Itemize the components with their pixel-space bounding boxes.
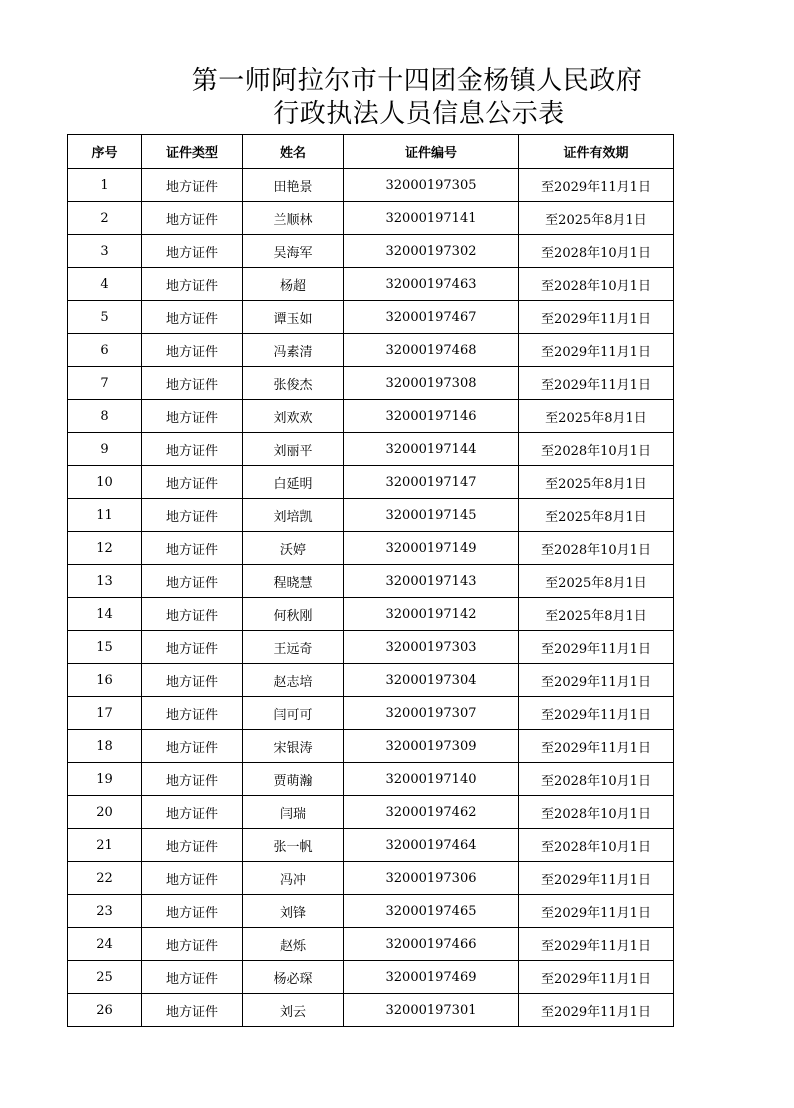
- cell-serial-number: 2: [68, 202, 142, 235]
- table-row: [68, 301, 674, 334]
- document-title-line-2: 行政执法人员信息公示表: [273, 99, 565, 129]
- header-certificate-type: 证件类型: [142, 135, 243, 169]
- cell-serial-number: 11: [68, 499, 142, 532]
- cell-certificate-type: 地方证件: [142, 202, 243, 235]
- cell-certificate-number: 32000197143: [344, 565, 519, 598]
- cell-certificate-type: 地方证件: [142, 994, 243, 1027]
- cell-certificate-number: 32000197467: [344, 301, 519, 334]
- cell-certificate-number: 32000197462: [344, 796, 519, 829]
- cell-certificate-type: 地方证件: [142, 895, 243, 928]
- cell-certificate-number: 32000197468: [344, 334, 519, 367]
- cell-name: 闫瑞: [243, 796, 344, 829]
- cell-validity-period: 至2029年11月1日: [519, 631, 674, 664]
- cell-serial-number: 1: [68, 169, 142, 202]
- cell-serial-number: 19: [68, 763, 142, 796]
- cell-certificate-type: 地方证件: [142, 664, 243, 697]
- cell-validity-period: 至2028年10月1日: [519, 268, 674, 301]
- cell-certificate-type: 地方证件: [142, 565, 243, 598]
- cell-name: 刘欢欢: [243, 400, 344, 433]
- cell-validity-period: 至2029年11月1日: [519, 961, 674, 994]
- table-row: [68, 895, 674, 928]
- table-row: [68, 268, 674, 301]
- cell-certificate-type: 地方证件: [142, 796, 243, 829]
- cell-validity-period: 至2025年8月1日: [519, 202, 674, 235]
- cell-certificate-number: 32000197141: [344, 202, 519, 235]
- table-row: [68, 961, 674, 994]
- cell-certificate-number: 32000197144: [344, 433, 519, 466]
- cell-certificate-number: 32000197147: [344, 466, 519, 499]
- cell-certificate-type: 地方证件: [142, 367, 243, 400]
- table-row: [68, 334, 674, 367]
- cell-serial-number: 26: [68, 994, 142, 1027]
- cell-name: 冯素清: [243, 334, 344, 367]
- cell-certificate-number: 32000197305: [344, 169, 519, 202]
- table-row: [68, 202, 674, 235]
- cell-certificate-type: 地方证件: [142, 961, 243, 994]
- cell-certificate-type: 地方证件: [142, 730, 243, 763]
- cell-validity-period: 至2029年11月1日: [519, 301, 674, 334]
- cell-serial-number: 20: [68, 796, 142, 829]
- cell-validity-period: 至2028年10月1日: [519, 433, 674, 466]
- cell-serial-number: 22: [68, 862, 142, 895]
- cell-name: 田艳景: [243, 169, 344, 202]
- table-row: [68, 664, 674, 697]
- cell-certificate-number: 32000197302: [344, 235, 519, 268]
- cell-validity-period: 至2029年11月1日: [519, 994, 674, 1027]
- table-row: [68, 730, 674, 763]
- cell-name: 谭玉如: [243, 301, 344, 334]
- table-body: [68, 169, 674, 1027]
- cell-serial-number: 24: [68, 928, 142, 961]
- cell-name: 赵志培: [243, 664, 344, 697]
- cell-certificate-number: 32000197301: [344, 994, 519, 1027]
- cell-certificate-number: 32000197465: [344, 895, 519, 928]
- cell-certificate-type: 地方证件: [142, 334, 243, 367]
- table-row: [68, 499, 674, 532]
- cell-serial-number: 7: [68, 367, 142, 400]
- cell-serial-number: 10: [68, 466, 142, 499]
- cell-serial-number: 17: [68, 697, 142, 730]
- cell-validity-period: 至2029年11月1日: [519, 169, 674, 202]
- table-row: [68, 235, 674, 268]
- personnel-table: [67, 134, 674, 1027]
- cell-validity-period: 至2029年11月1日: [519, 862, 674, 895]
- cell-name: 兰顺林: [243, 202, 344, 235]
- cell-serial-number: 16: [68, 664, 142, 697]
- table-row: [68, 466, 674, 499]
- cell-name: 王远奇: [243, 631, 344, 664]
- cell-certificate-type: 地方证件: [142, 235, 243, 268]
- cell-validity-period: 至2025年8月1日: [519, 565, 674, 598]
- cell-validity-period: 至2029年11月1日: [519, 928, 674, 961]
- cell-certificate-type: 地方证件: [142, 862, 243, 895]
- table-row: [68, 829, 674, 862]
- cell-name: 程晓慧: [243, 565, 344, 598]
- cell-serial-number: 12: [68, 532, 142, 565]
- cell-validity-period: 至2025年8月1日: [519, 598, 674, 631]
- cell-serial-number: 5: [68, 301, 142, 334]
- cell-certificate-type: 地方证件: [142, 169, 243, 202]
- cell-certificate-number: 32000197306: [344, 862, 519, 895]
- table-row: [68, 928, 674, 961]
- cell-validity-period: 至2025年8月1日: [519, 499, 674, 532]
- cell-validity-period: 至2028年10月1日: [519, 763, 674, 796]
- table-row: [68, 400, 674, 433]
- header-serial-number: 序号: [68, 135, 142, 169]
- cell-certificate-number: 32000197304: [344, 664, 519, 697]
- cell-serial-number: 14: [68, 598, 142, 631]
- cell-certificate-number: 32000197466: [344, 928, 519, 961]
- cell-certificate-number: 32000197469: [344, 961, 519, 994]
- cell-certificate-type: 地方证件: [142, 268, 243, 301]
- cell-name: 贾萌瀚: [243, 763, 344, 796]
- cell-certificate-number: 32000197308: [344, 367, 519, 400]
- cell-name: 张一帆: [243, 829, 344, 862]
- cell-certificate-type: 地方证件: [142, 829, 243, 862]
- cell-serial-number: 25: [68, 961, 142, 994]
- cell-certificate-number: 32000197463: [344, 268, 519, 301]
- cell-certificate-type: 地方证件: [142, 433, 243, 466]
- table-row: [68, 862, 674, 895]
- table-row: [68, 433, 674, 466]
- cell-name: 杨必琛: [243, 961, 344, 994]
- cell-name: 杨超: [243, 268, 344, 301]
- cell-certificate-number: 32000197303: [344, 631, 519, 664]
- cell-serial-number: 8: [68, 400, 142, 433]
- cell-certificate-number: 32000197149: [344, 532, 519, 565]
- cell-certificate-number: 32000197140: [344, 763, 519, 796]
- cell-name: 吴海军: [243, 235, 344, 268]
- table-row: [68, 532, 674, 565]
- cell-serial-number: 3: [68, 235, 142, 268]
- cell-certificate-type: 地方证件: [142, 466, 243, 499]
- cell-validity-period: 至2028年10月1日: [519, 796, 674, 829]
- table-row: [68, 598, 674, 631]
- cell-validity-period: 至2029年11月1日: [519, 367, 674, 400]
- cell-certificate-type: 地方证件: [142, 928, 243, 961]
- cell-validity-period: 至2029年11月1日: [519, 334, 674, 367]
- table-row: [68, 994, 674, 1027]
- table-row: [68, 367, 674, 400]
- cell-certificate-number: 32000197464: [344, 829, 519, 862]
- table-header-row: [68, 135, 674, 169]
- table-row: [68, 169, 674, 202]
- table-row: [68, 763, 674, 796]
- cell-certificate-number: 32000197307: [344, 697, 519, 730]
- cell-certificate-type: 地方证件: [142, 499, 243, 532]
- cell-name: 刘云: [243, 994, 344, 1027]
- cell-validity-period: 至2028年10月1日: [519, 235, 674, 268]
- cell-name: 刘锋: [243, 895, 344, 928]
- cell-validity-period: 至2025年8月1日: [519, 466, 674, 499]
- cell-certificate-number: 32000197146: [344, 400, 519, 433]
- table-row: [68, 565, 674, 598]
- cell-serial-number: 13: [68, 565, 142, 598]
- cell-name: 沃婷: [243, 532, 344, 565]
- table-row: [68, 796, 674, 829]
- cell-name: 宋银涛: [243, 730, 344, 763]
- cell-certificate-type: 地方证件: [142, 598, 243, 631]
- cell-certificate-type: 地方证件: [142, 763, 243, 796]
- cell-certificate-type: 地方证件: [142, 301, 243, 334]
- cell-certificate-number: 32000197309: [344, 730, 519, 763]
- cell-name: 闫可可: [243, 697, 344, 730]
- cell-certificate-type: 地方证件: [142, 400, 243, 433]
- cell-name: 刘丽平: [243, 433, 344, 466]
- cell-serial-number: 18: [68, 730, 142, 763]
- cell-certificate-type: 地方证件: [142, 532, 243, 565]
- cell-name: 何秋刚: [243, 598, 344, 631]
- cell-certificate-number: 32000197142: [344, 598, 519, 631]
- cell-validity-period: 至2028年10月1日: [519, 829, 674, 862]
- cell-validity-period: 至2028年10月1日: [519, 532, 674, 565]
- document-title-line-1: 第一师阿拉尔市十四团金杨镇人民政府: [191, 66, 643, 96]
- cell-name: 刘培凯: [243, 499, 344, 532]
- cell-serial-number: 23: [68, 895, 142, 928]
- cell-validity-period: 至2029年11月1日: [519, 895, 674, 928]
- cell-serial-number: 15: [68, 631, 142, 664]
- cell-validity-period: 至2029年11月1日: [519, 664, 674, 697]
- cell-name: 赵烁: [243, 928, 344, 961]
- cell-certificate-number: 32000197145: [344, 499, 519, 532]
- cell-serial-number: 21: [68, 829, 142, 862]
- cell-validity-period: 至2029年11月1日: [519, 697, 674, 730]
- cell-certificate-type: 地方证件: [142, 631, 243, 664]
- cell-serial-number: 4: [68, 268, 142, 301]
- header-certificate-number: 证件编号: [344, 135, 519, 169]
- cell-certificate-type: 地方证件: [142, 697, 243, 730]
- cell-name: 张俊杰: [243, 367, 344, 400]
- cell-serial-number: 9: [68, 433, 142, 466]
- cell-serial-number: 6: [68, 334, 142, 367]
- table-row: [68, 697, 674, 730]
- cell-validity-period: 至2029年11月1日: [519, 730, 674, 763]
- header-name: 姓名: [243, 135, 344, 169]
- header-validity-period: 证件有效期: [519, 135, 674, 169]
- cell-name: 冯冲: [243, 862, 344, 895]
- table-row: [68, 631, 674, 664]
- cell-validity-period: 至2025年8月1日: [519, 400, 674, 433]
- cell-name: 白延明: [243, 466, 344, 499]
